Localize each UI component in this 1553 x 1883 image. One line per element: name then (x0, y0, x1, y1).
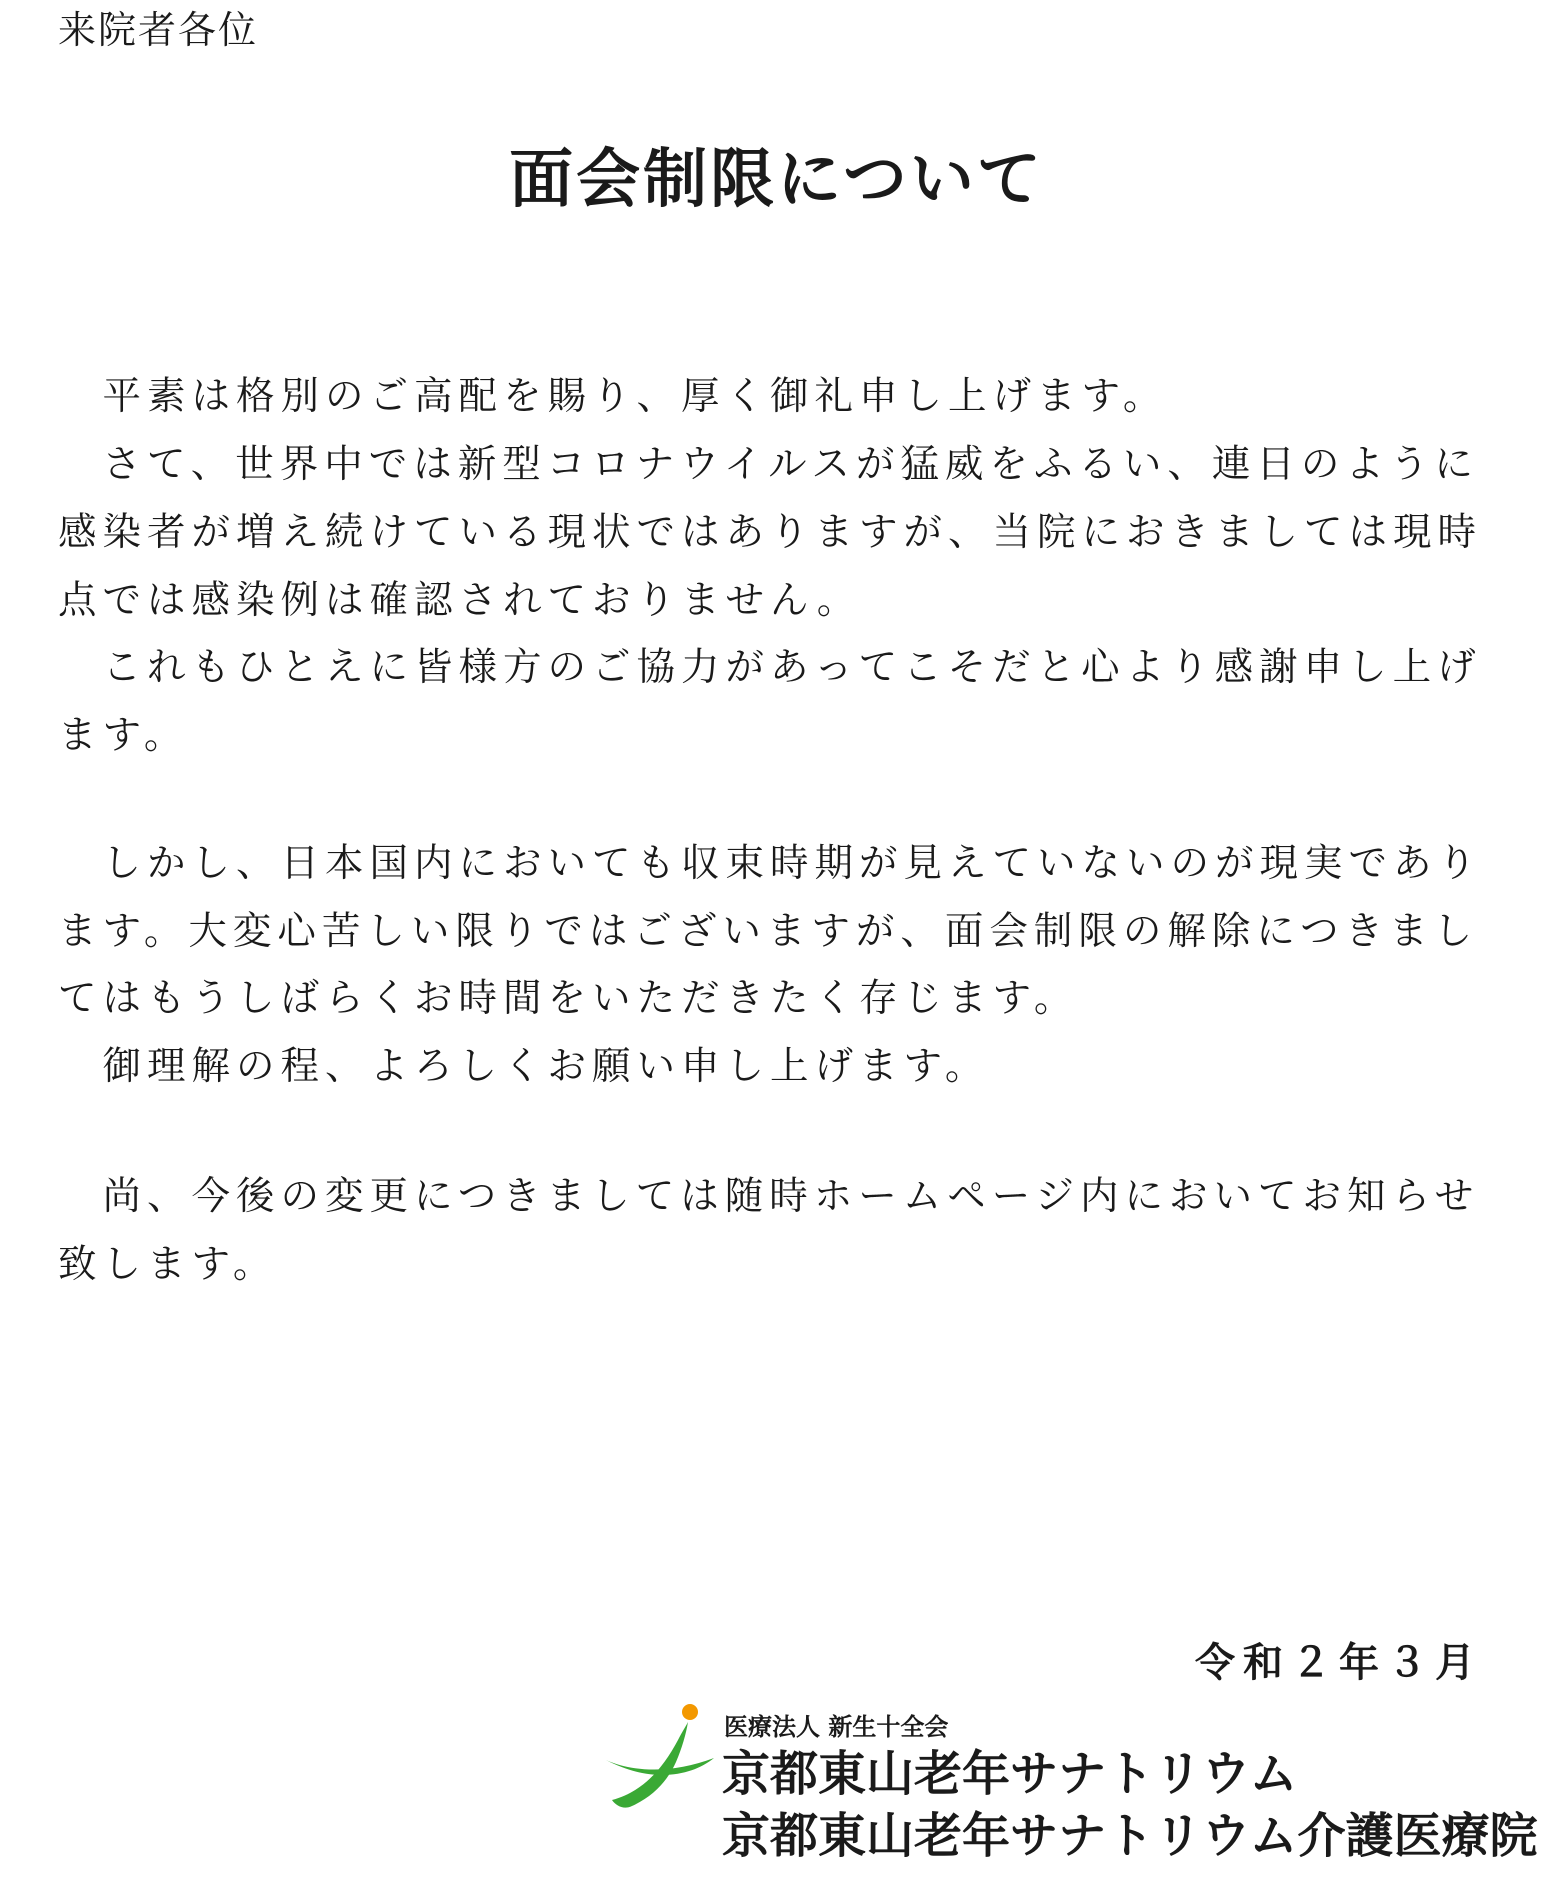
body-line: 平素は格別のご高配を賜り、厚く御礼申し上げます。 (58, 374, 1168, 419)
hospital-name: 京都東山老年サナトリウム (722, 1746, 1298, 1802)
addressee: 来院者各位 (58, 8, 259, 52)
issue-date: 令和２年３月 (1195, 1640, 1483, 1686)
corporation-name: 医療法人 新生十全会 (724, 1713, 949, 1741)
body-line: 感染者が増え続けている現状ではありますが、当院におきましては現時 (58, 510, 1483, 555)
body-line: ます。大変心苦しい限りではございますが、面会制限の解除につきまし (58, 909, 1479, 954)
logo-green-sweep (606, 1758, 714, 1775)
logo-green-stroke (612, 1722, 688, 1808)
document-title: 面会制限について (509, 143, 1044, 217)
hospital-logo-icon (602, 1700, 722, 1820)
body-line: 尚、今後の変更につきましては随時ホームページ内においてお知らせ (58, 1174, 1480, 1219)
body-line: ます。 (58, 713, 189, 758)
body-line: さて、世界中では新型コロナウイルスが猛威をふるい、連日のように (58, 442, 1479, 487)
body-line: 点では感染例は確認されておりません。 (58, 578, 862, 623)
body-line: しかし、日本国内においても収束時期が見えていないのが現実であり (58, 841, 1483, 886)
body-line: これもひとえに皆様方のご協力があってこそだと心より感謝申し上げ (58, 645, 1482, 690)
body-line: 御理解の程、よろしくお願い申し上げます。 (58, 1044, 990, 1089)
logo-orange-dot (682, 1704, 698, 1720)
body-line: 致します。 (58, 1242, 278, 1287)
care-hospital-name: 京都東山老年サナトリウム介護医療院 (722, 1808, 1538, 1864)
body-line: てはもうしばらくお時間をいただきたく存じます。 (58, 976, 1079, 1021)
